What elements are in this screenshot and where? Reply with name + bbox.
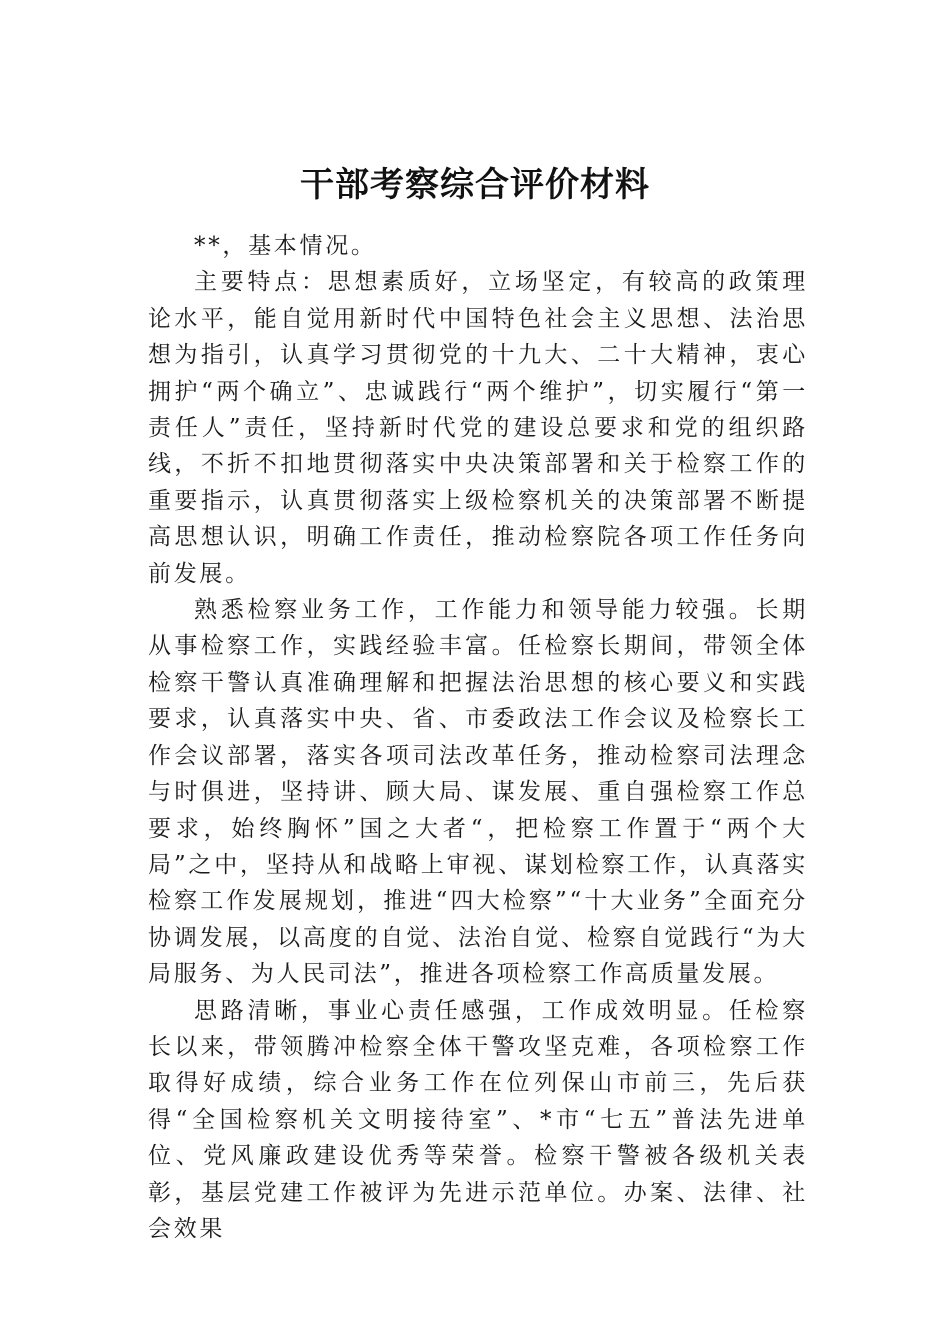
paragraph-basic-info: **，基本情况。 xyxy=(194,233,377,259)
paragraph-achievements: 思路清晰，事业心责任感强，工作成效明显。任检察长以来，带领腾冲检察全体干警攻坚克难，各项检察工作取得好成绩，综合业务工作在位列保山市前三，先后获得“全国检察机关文明接待室”、*市“七五”普法先进单位、党风廉政建设优秀等荣誉。检察干警被各级机关表彰，基层党建工作被评为先进示范单位。办案、法律、社会效果 xyxy=(148,997,808,1242)
document-title: 干部考察综合评价材料 xyxy=(300,165,650,205)
document-body xyxy=(148,228,808,1247)
paragraph-main-traits: 主要特点：思想素质好，立场坚定，有较高的政策理论水平，能自觉用新时代中国特色社会主义思想、法治思想为指引，认真学习贯彻党的十九大、二十大精神，衷心拥护“两个确立”、忠诚践行“两个维护”，切实履行“第一责任人”责任，坚持新时代党的建设总要求和党的组织路线，不折不扣地贯彻落实中央决策部署和关于检察工作的重要指示，认真贯彻落实上级检察机关的决策部署不断提高思想认识，明确工作责任，推动检察院各项工作任务向前发展。 xyxy=(148,269,808,587)
paragraph-work-ability: 熟悉检察业务工作，工作能力和领导能力较强。长期从事检察工作，实践经验丰富。任检察长期间，带领全体检察干警认真准确理解和把握法治思想的核心要义和实践要求，认真落实中央、省、市委政法工作会议及检察长工作会议部署，落实各项司法改革任务，推动检察司法理念与时俱进，坚持讲、顾大局、谋发展、重自强检察工作总要求，始终胸怀”国之大者“，把检察工作置于“两个大局”之中，坚持从和战略上审视、谋划检察工作，认真落实检察工作发展规划，推进“四大检察”“十大业务”全面充分协调发展，以高度的自觉、法治自觉、检察自觉践行“为大局服务、为人民司法”，推进各项检察工作高质量发展。 xyxy=(148,597,808,988)
